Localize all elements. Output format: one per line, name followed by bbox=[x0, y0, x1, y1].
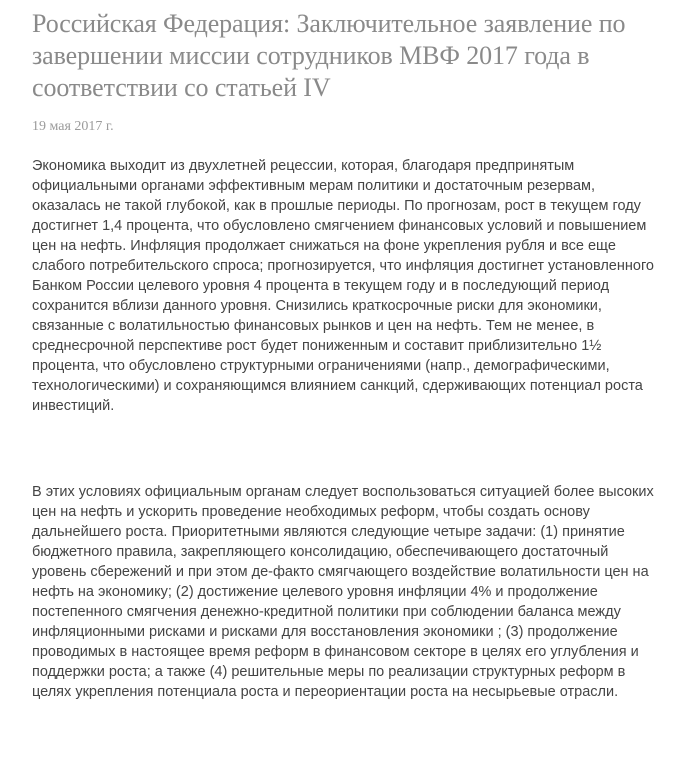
article-paragraph: В этих условиях официальным органам следует воспользоваться ситуацией более высоких цен на нефть и ускорить проведение необходимых реформ, чтобы создать основу дальнейшего роста. Приоритетными являются следующие четыре задачи: (1) принятие бюджетного правила, закрепляющего консолидацию, обеспечивающего достаточный уровень сбережений и при этом де-факто смягчающего воздействие волатильности цен на нефть на экономику; (2) достижение целевого уровня инфляции 4% и продолжение постепенного смягчения денежно-кредитной политики при соблюдении баланса между инфляционными рисками и рисками для восстановления экономики ; (3) продолжение проводимых в настоящее время реформ в финансовом секторе в целях его углубления и поддержки роста; а также (4) решительные меры по реализации структурных реформ в целях укрепления потенциала роста и переориентации роста на несырьевые отрасли. bbox=[32, 484, 654, 700]
article-date: 19 мая 2017 г. bbox=[32, 119, 114, 134]
article-title: Российская Федерация: Заключительное заявление по завершении миссии сотрудников МВФ 2017 года в соответствии со статьей IV bbox=[32, 9, 626, 102]
article-paragraph: Экономика выходит из двухлетней рецессии, которая, благодаря предпринятым официальными органами эффективным мерам политики и достаточным резервам, оказалась не такой глубокой, как в прошлые периоды. По прогнозам, рост в текущем году достигнет 1,4 процента, что обусловлено смягчением финансовых условий и повышением цен на нефть. Инфляция продолжает снижаться на фоне укрепления рубля и все еще слабого потребительского спроса; прогнозируется, что инфляция достигнет установленного Банком России целевого уровня 4 процента в текущем году и в последующий период сохранится вблизи данного уровня. Снизились краткосрочные риски для экономики, связанные с волатильностью финансовых рынков и цен на нефть. Тем не менее, в среднесрочной перспективе рост будет пониженным и составит приблизительно 1½ процента, что обусловлено структурными ограничениями (напр., демографическими, технологическими) и сохраняющимся влиянием санкций, сдерживающих потенциал роста инвестиций. bbox=[32, 158, 654, 414]
